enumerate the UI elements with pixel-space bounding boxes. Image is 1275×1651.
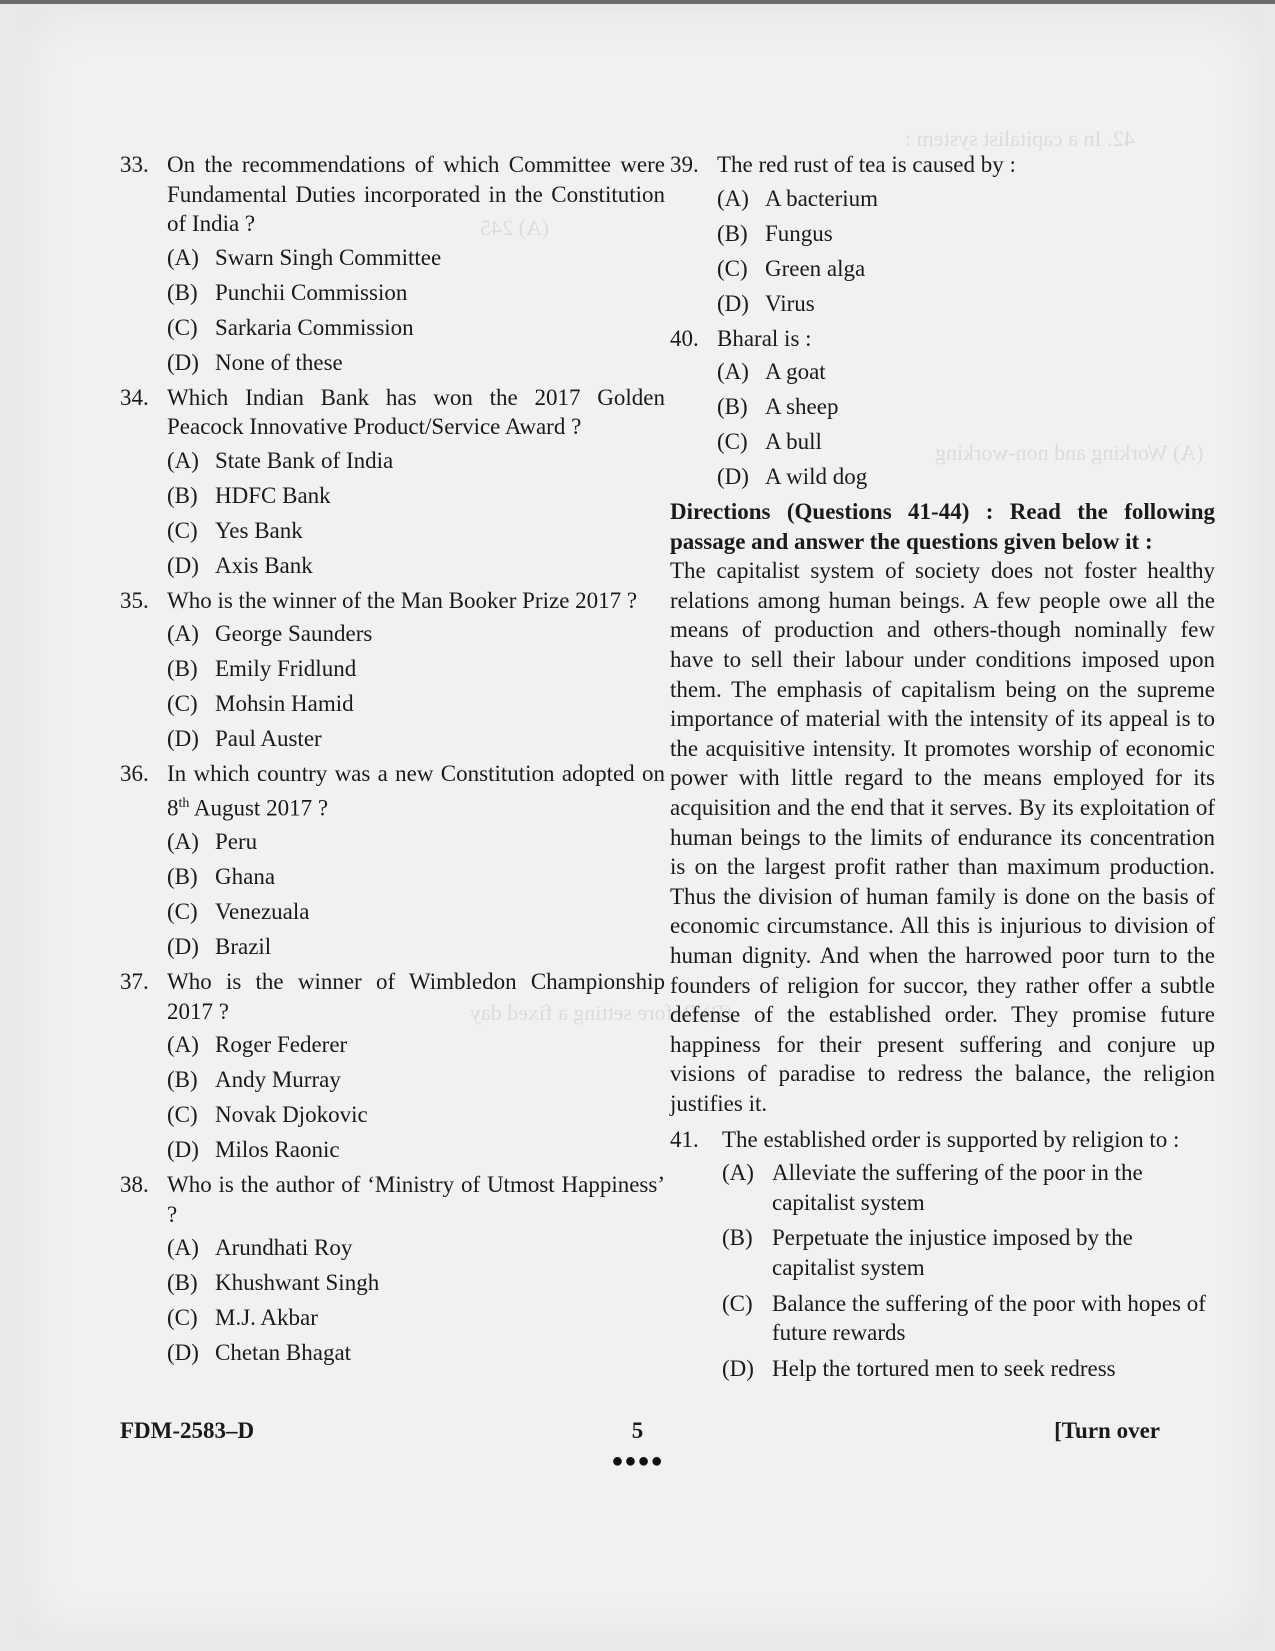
option-c: (C) M.J. Akbar: [167, 1305, 318, 1331]
paper-code: FDM-2583–D: [120, 1418, 255, 1443]
option-b: (B) Khushwant Singh: [167, 1270, 380, 1296]
question-text: Bharal is :: [717, 325, 812, 351]
option-a: (A) Arundhati Roy: [167, 1235, 353, 1261]
option-a: (A) A goat: [717, 359, 826, 385]
option-d: (D) Chetan Bhagat: [167, 1340, 352, 1366]
option-list: [167, 1233, 665, 1368]
question-number: 38.: [120, 1172, 149, 1198]
option-c: (C) Mohsin Hamid: [167, 691, 354, 717]
option-d: (D) Virus: [717, 290, 815, 316]
question-41: [670, 1125, 1215, 1384]
option-d: (D) None of these: [167, 349, 343, 375]
option-c: (C) Novak Djokovic: [167, 1102, 368, 1128]
option-c: (C) Balance the suffering of the poor with hopes of future rewards: [722, 1290, 1206, 1346]
option-list: [717, 357, 1215, 492]
bleed-through-decoration: (A) Working and non-working: [935, 440, 1204, 465]
option-b: (B) Emily Fridlund: [167, 656, 357, 682]
question-number: 34.: [120, 384, 149, 410]
question-text: Who is the winner of Wimbledon Championship 2017 ?: [167, 969, 665, 1024]
option-a: (A) Alleviate the suffering of the poor in the capitalist system: [722, 1160, 1143, 1215]
option-list: [167, 827, 665, 962]
top-edge-rule: [0, 0, 1275, 4]
bleed-through-decoration: 42. In a capitalist system :: [905, 126, 1135, 151]
question-text: Which Indian Bank has won the 2017 Golden Peacock Innovative Product/Service Award ?: [167, 384, 665, 440]
option-b: (B) Andy Murray: [167, 1067, 341, 1093]
option-b: (B) HDFC Bank: [167, 482, 331, 508]
page-dots-marker: ●●●●: [611, 1450, 664, 1472]
option-a: (A) A bacterium: [717, 185, 879, 211]
question-text: Who is the author of ‘Ministry of Utmost Happiness’ ?: [167, 1172, 665, 1227]
question-number: 40.: [670, 325, 699, 351]
question-number: 36.: [120, 761, 149, 787]
option-a: (A) George Saunders: [167, 621, 373, 647]
option-d: (D) Milos Raonic: [167, 1137, 340, 1163]
option-b: (B) A sheep: [717, 394, 839, 420]
option-c: (C) Sarkaria Commission: [167, 314, 414, 340]
option-c: (C) Green alga: [717, 255, 866, 281]
turn-over-label: [Turn over: [1054, 1418, 1160, 1443]
bleed-through-decoration: (B) Before setting a fixed day: [470, 1000, 733, 1025]
option-d: (D) A wild dog: [717, 464, 868, 490]
question-number: 39.: [670, 152, 699, 177]
question-text: The red rust of tea is caused by :: [717, 152, 1016, 177]
question-34: [120, 383, 665, 581]
option-c: (C) Yes Bank: [167, 517, 303, 543]
option-list: [167, 446, 665, 581]
page-number: 5: [631, 1418, 644, 1443]
question-33: [120, 150, 665, 377]
option-list: [717, 184, 1215, 319]
left-column: [120, 150, 665, 1373]
bleed-through-decoration: (A) 245: [480, 215, 550, 240]
option-list: [167, 619, 665, 754]
option-d: (D) Paul Auster: [167, 726, 322, 752]
question-38: [120, 1170, 665, 1368]
right-column: [670, 150, 1215, 1389]
question-text: Who is the winner of the Man Booker Prize 2017 ?: [167, 587, 638, 613]
question-text: The established order is supported by religion to :: [722, 1126, 1180, 1152]
option-b: (B) Punchii Commission: [167, 279, 408, 305]
question-text: In which country was a new Constitution adopted on 8th August 2017 ?: [167, 761, 665, 821]
option-c: (C) A bull: [717, 429, 822, 455]
option-b: (B) Perpetuate the injustice imposed by the capitalist system: [722, 1225, 1133, 1280]
option-a: (A) State Bank of India: [167, 447, 394, 473]
option-a: (A) Peru: [167, 829, 258, 855]
question-40: [670, 324, 1215, 492]
question-36: [120, 759, 665, 961]
question-text: On the recommendations of which Committee were Fundamental Duties incorporated in the Constitution of India ?: [167, 152, 665, 237]
option-d: (D) Axis Bank: [167, 552, 313, 578]
option-c: (C) Venezuala: [167, 899, 310, 925]
question-37: [120, 967, 665, 1165]
option-list: [722, 1158, 1215, 1383]
question-39: [670, 150, 1215, 318]
option-a: (A) Swarn Singh Committee: [167, 244, 442, 270]
directions-heading: Directions (Questions 41-44) : Read the following passage and answer the questions given below it :: [670, 499, 1215, 554]
option-b: (B) Ghana: [167, 864, 276, 890]
option-b: (B) Fungus: [717, 220, 833, 246]
question-number: 35.: [120, 587, 149, 613]
option-list: [167, 243, 665, 378]
question-number: 33.: [120, 152, 149, 177]
option-d: (D) Help the tortured men to seek redress: [722, 1355, 1116, 1381]
question-35: [120, 586, 665, 754]
option-list: [167, 1030, 665, 1165]
question-number: 37.: [120, 969, 149, 995]
question-number: 41.: [670, 1126, 699, 1152]
option-a: (A) Roger Federer: [167, 1032, 348, 1058]
option-d: (D) Brazil: [167, 934, 272, 960]
reading-passage: The capitalist system of society does not foster healthy relations among human beings. A few people owe all the means of production and others-though nominally few have to sell their labour under conditions imposed upon them. The emphasis of capitalism being on the supreme importance of material with the intensity of its appeal is to the acquisitive intensity. It promotes worship of economic power with little regard to the means employed for its acquisition and the end that it serves. By its exploitation of human beings to the limits of endurance its concentration is on the largest profit rather than maximum production. Thus the division of human family is done on the basis of economic circumstance. All this is injurious to division of human dignity. And when the harrowed poor turn to the founders of religion for succor, they rather offer a subtle defense of the established order. They promise future happiness for their present suffering and conjure up visions of paradise to redress the balance, the religion justifies it.: [670, 558, 1215, 1116]
